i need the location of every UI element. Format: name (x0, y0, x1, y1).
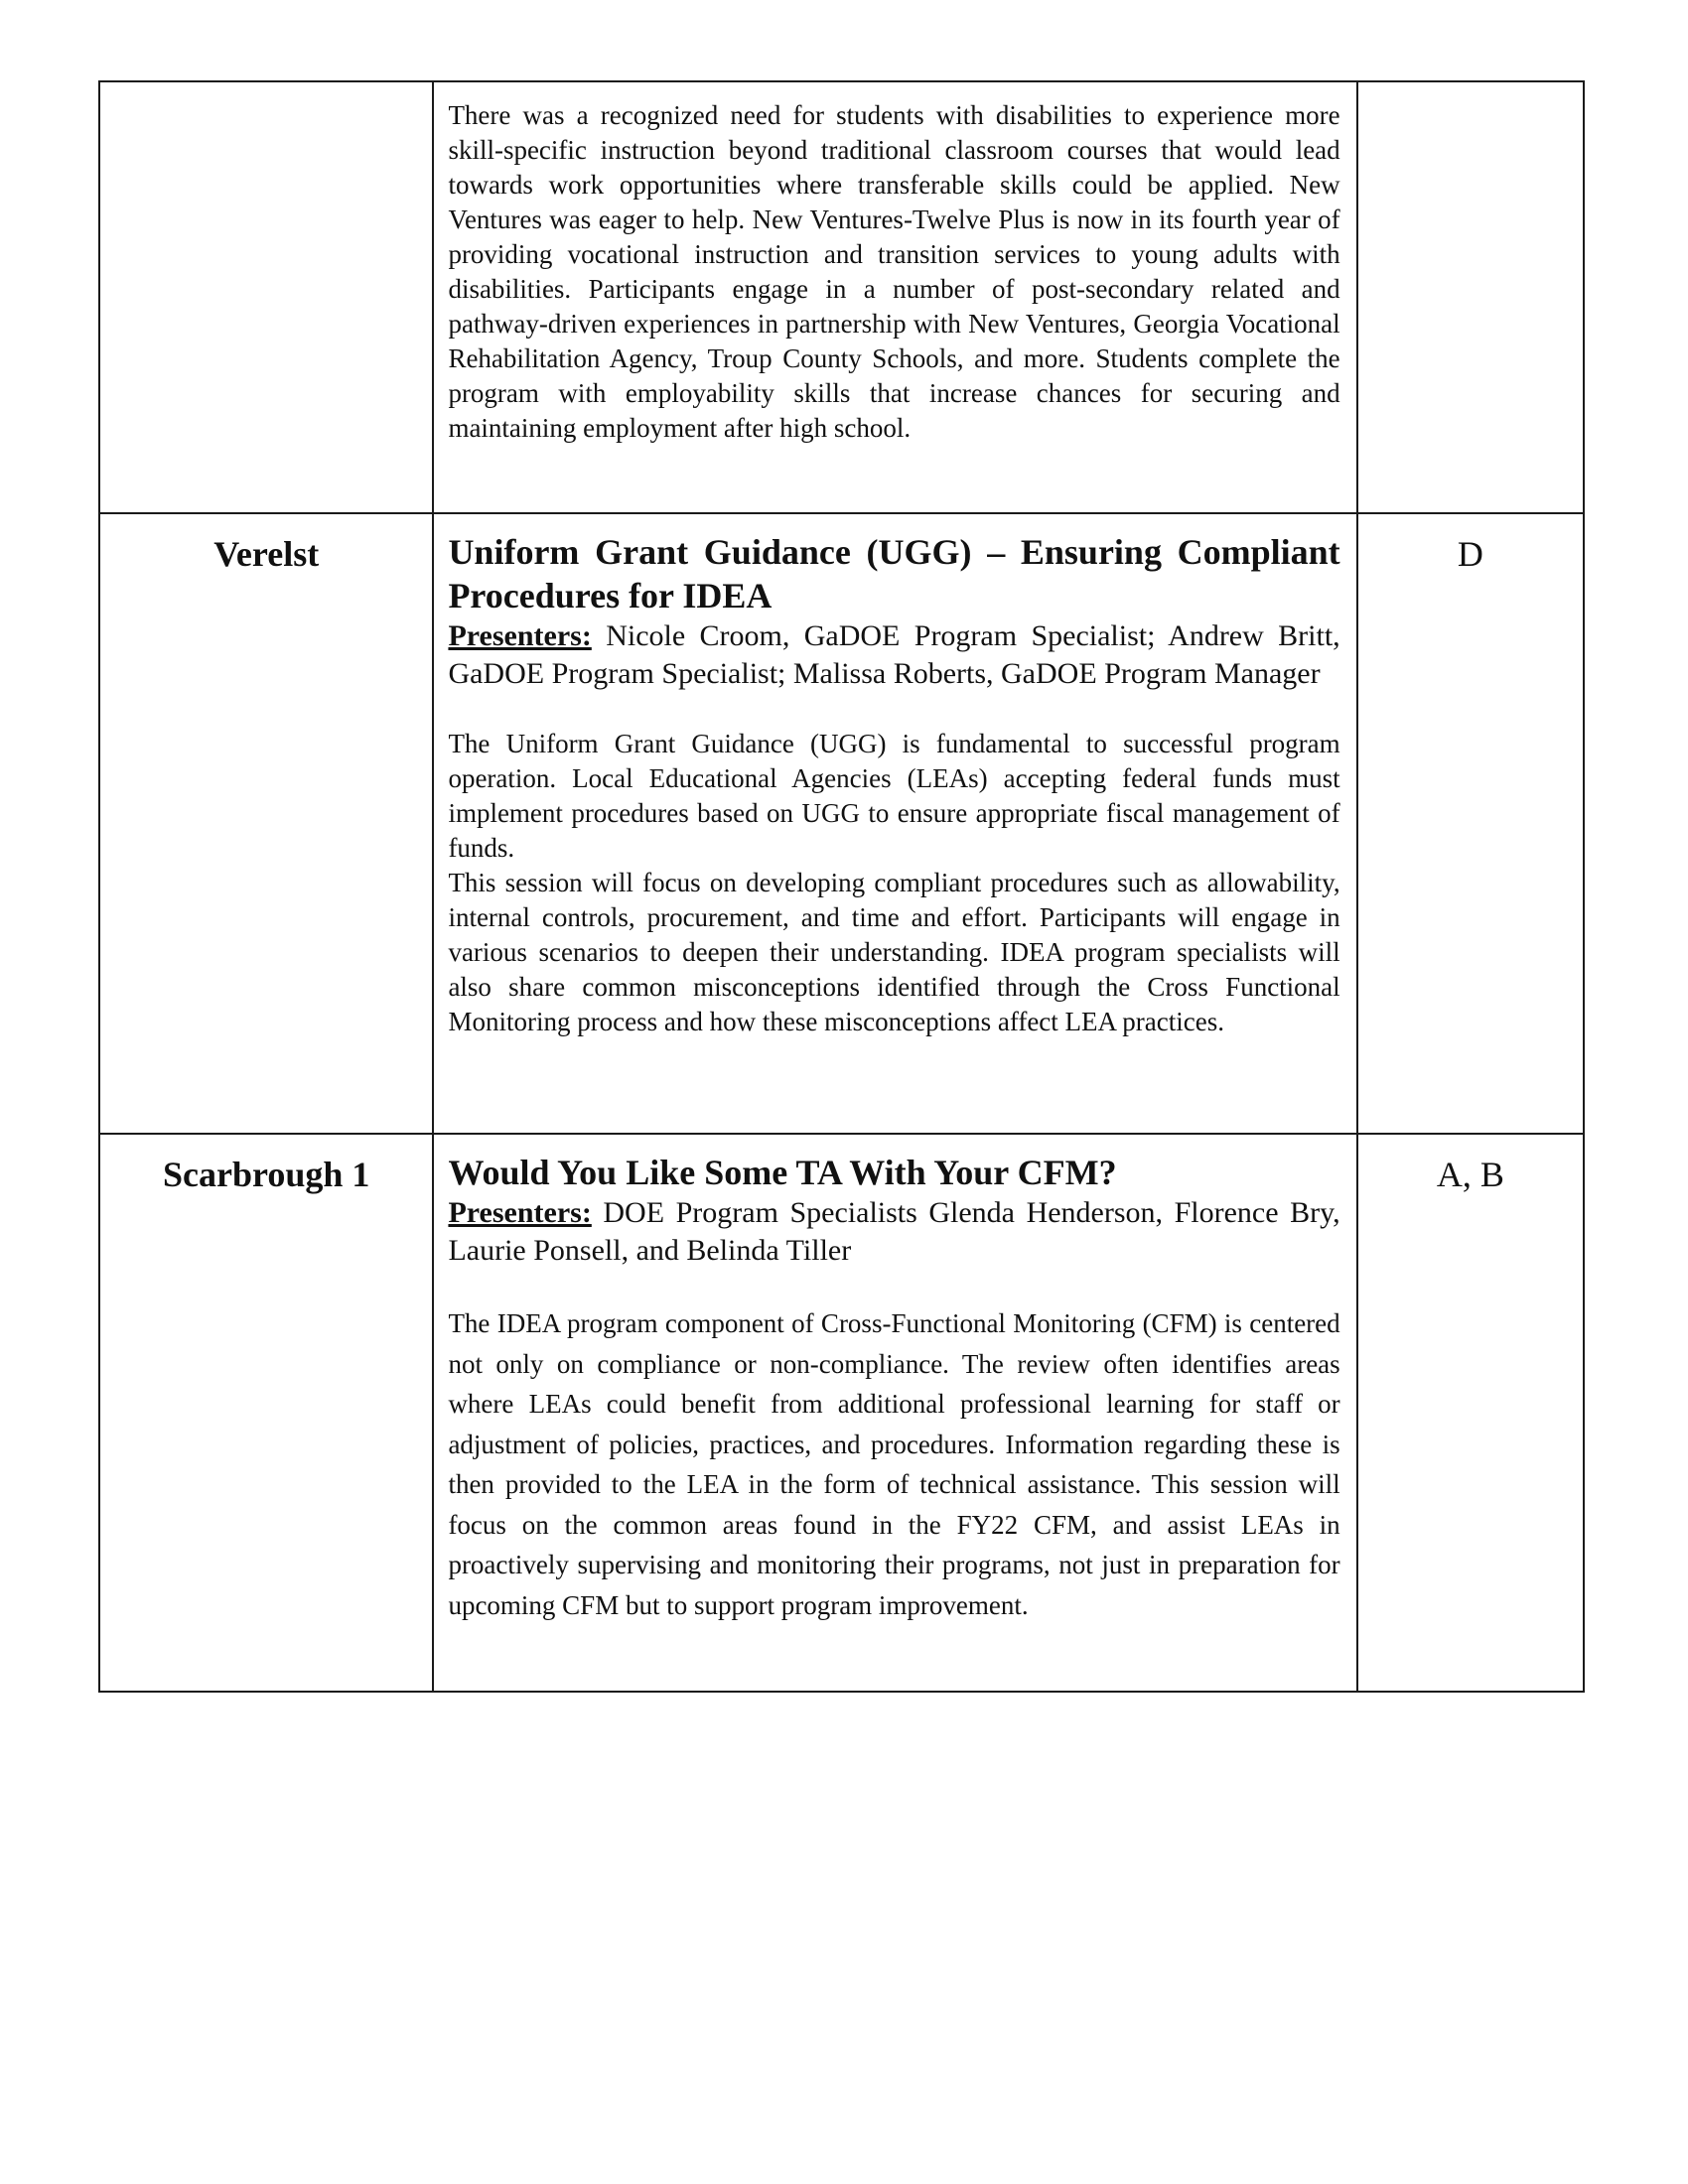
strand-value: A, B (1436, 1155, 1504, 1194)
session-description: The IDEA program component of Cross-Functional Monitoring (CFM) is centered not only on compliance or non-compliance. The review often identifies areas where LEAs could benefit from additional professional learning for staff or adjustment of policies, practices, and procedures. Information regarding these is then provided to the LEA in the form of technical assistance. This session will focus on the common areas found in the FY22 CFM, and assist LEAs in proactively supervising and monitoring their programs, not just in preparation for upcoming CFM but to support program improvement. (448, 1308, 1340, 1620)
strand-cell (1357, 1134, 1584, 1692)
session-description: This session will focus on developing compliant procedures such as allowability, internal controls, procurement, and time and effort. Participants will engage in various scenarios to deepen their understanding. IDEA program specialists will also share common misconceptions identified through the Cross Functional Monitoring process and how these misconceptions affect LEA practices. (448, 868, 1340, 1036)
room-name: Verelst (213, 534, 320, 574)
presenters-list: Nicole Croom, GaDOE Program Specialist; Andrew Britt, GaDOE Program Specialist; Malissa Roberts, GaDOE Program Manager (448, 619, 1340, 690)
session-presenters (448, 1194, 1339, 1270)
session-description-cell (433, 1134, 1356, 1692)
sessions-table (98, 80, 1585, 1693)
session-description-cell (433, 513, 1356, 1134)
presenters-label: Presenters: (448, 1196, 592, 1229)
table-row (99, 513, 1584, 1134)
room-cell (99, 1134, 433, 1692)
room-name (100, 82, 432, 100)
strand-value (1358, 82, 1583, 100)
session-title: Uniform Grant Guidance (UGG) – Ensuring Compliant Procedures for IDEA (448, 532, 1340, 615)
table-row (99, 1134, 1584, 1692)
session-description: The Uniform Grant Guidance (UGG) is fundamental to successful program operation. Local Educational Agencies (LEAs) accepting federal funds must implement procedures based on UGG to ensure appropriate fiscal management of funds. (448, 729, 1340, 863)
session-description: There was a recognized need for students with disabilities to experience more skill-specific instruction beyond traditional classroom courses that would lead towards work opportunities where transferable skills could be applied. New Ventures was eager to help. New Ventures-Twelve Plus is now in its fourth year of providing vocational instruction and transition services to young adults with disabilities. Participants engage in a number of post-secondary related and pathway-driven experiences in partnership with New Ventures, Georgia Vocational Rehabilitation Agency, Troup County Schools, and more. Students complete the program with employability skills that increase chances for securing and maintaining employment after high school. (448, 100, 1340, 443)
presenters-list: DOE Program Specialists Glenda Henderson, Florence Bry, Laurie Ponsell, and Belinda Tiller (448, 1196, 1340, 1267)
room-cell (99, 513, 433, 1134)
presenters-label: Presenters: (448, 619, 592, 652)
session-presenters (448, 617, 1339, 693)
session-title: Would You Like Some TA With Your CFM? (448, 1153, 1117, 1192)
room-name: Scarbrough 1 (163, 1155, 370, 1194)
strand-cell (1357, 513, 1584, 1134)
strand-cell (1357, 81, 1584, 513)
strand-value: D (1457, 534, 1483, 574)
room-cell (99, 81, 433, 513)
table-row (99, 81, 1584, 513)
session-description-cell (433, 81, 1356, 513)
